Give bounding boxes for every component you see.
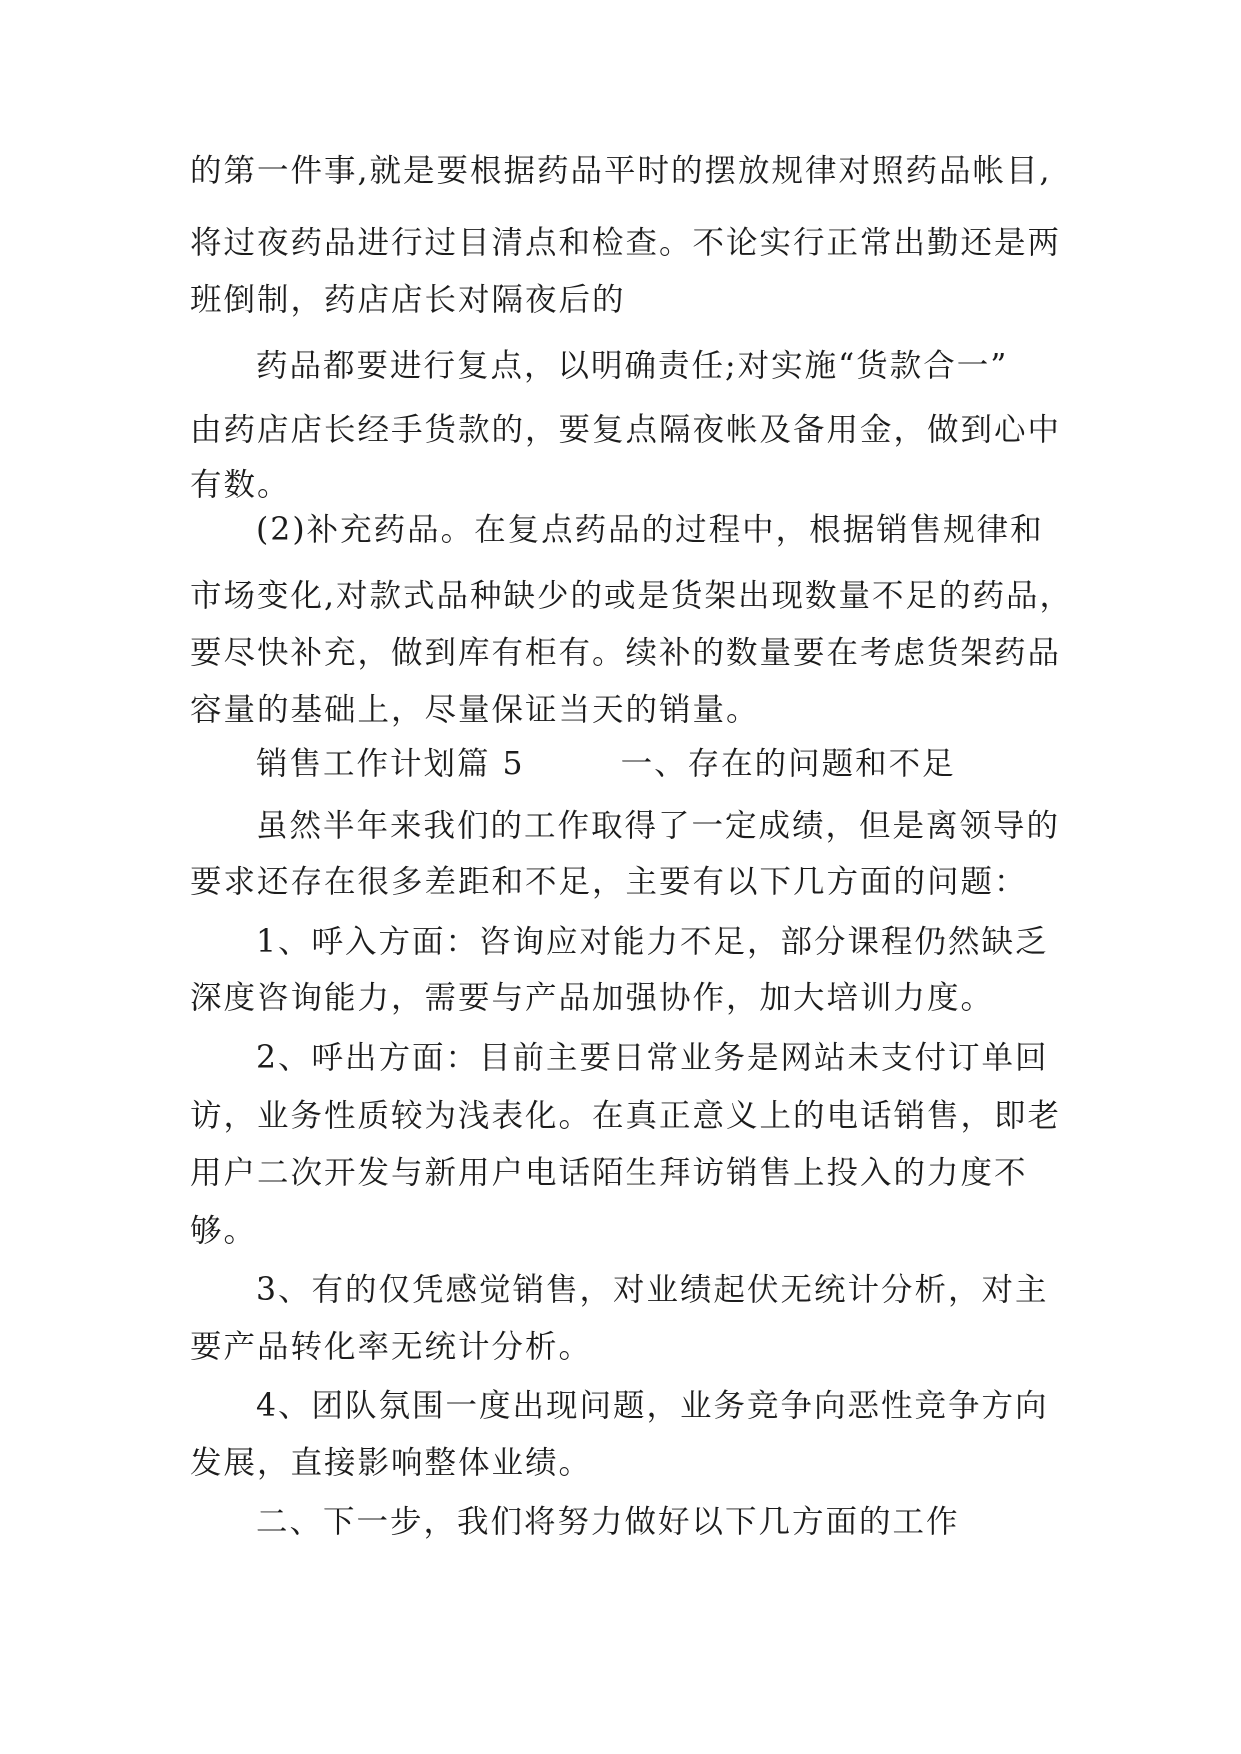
text-line: 容量的基础上，尽量保证当天的销量。 [190,692,760,728]
text-line: 访，业务性质较为浅表化。在真正意义上的电话销售，即老 [190,1098,1062,1134]
text-line: 要尽快补充，做到库有柜有。续补的数量要在考虑货架药品 [190,635,1062,671]
text-line: 3、有的仅凭感觉销售，对业绩起伏无统计分析，对主 [256,1272,1049,1308]
text-line: 的第一件事,就是要根据药品平时的摆放规律对照药品帐目, [190,153,1052,189]
text-line: 将过夜药品进行过目清点和检查。不论实行正常出勤还是两 [190,225,1062,261]
text-line: 要求还存在很多差距和不足，主要有以下几方面的问题： [190,864,1028,900]
text-line: 用户二次开发与新用户电话陌生拜访销售上投入的力度不 [190,1155,1028,1191]
text-line: 要产品转化率无统计分析。 [190,1329,593,1365]
text-line: 班倒制，药店店长对隔夜后的 [190,282,626,318]
text-line: 市场变化,对款式品种缺少的或是货架出现数量不足的药品， [190,578,1074,614]
text-line: 发展，直接影响整体业绩。 [190,1445,593,1481]
text-line: 药品都要进行复点，以明确责任;对实施“货款合一” [256,348,1009,384]
text-line: 够。 [190,1213,258,1249]
text-line: 由药店店长经手货款的，要复点隔夜帐及备用金，做到心中 [190,412,1062,448]
text-line: 虽然半年来我们的工作取得了一定成绩，但是离领导的 [256,808,1061,844]
text-line: (2)补充药品。在复点药品的过程中，根据销售规律和 [256,512,1044,548]
text-line: 4、团队氛围一度出现问题，业务竞争向恶性竞争方向 [256,1388,1049,1424]
section-heading: 销售工作计划篇 5 一、存在的问题和不足 [256,746,956,782]
text-line: 2、呼出方面：目前主要日常业务是网站未支付订单回 [256,1040,1049,1076]
section-heading: 二、下一步，我们将努力做好以下几方面的工作 [256,1504,960,1540]
text-line: 1、呼入方面：咨询应对能力不足，部分课程仍然缺乏 [256,924,1049,960]
text-line: 深度咨询能力，需要与产品加强协作，加大培训力度。 [190,980,995,1016]
text-line: 有数。 [190,467,291,503]
